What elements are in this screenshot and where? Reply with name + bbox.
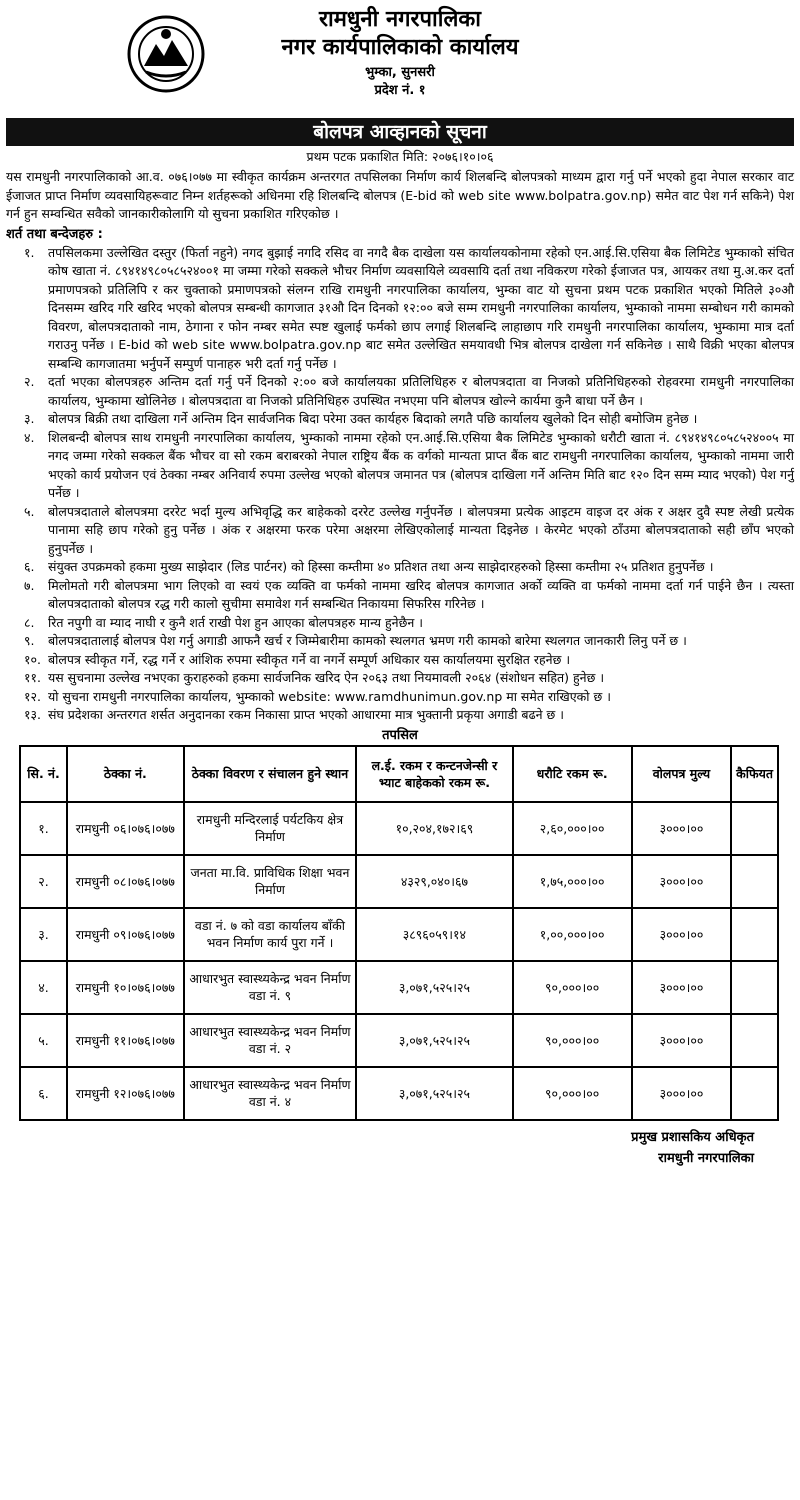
cell-contract-no: रामधुनी १२।०७६।०७७	[67, 1067, 184, 1120]
condition-number: ५.	[24, 503, 35, 519]
publication-date: प्रथम पटक प्रकाशित मिति: २०७६।१०।०६	[306, 149, 494, 164]
header-sn: सि. नं.	[20, 746, 67, 802]
cell-cost-estimate: ३,०७१,५२५।२५	[356, 961, 512, 1014]
cell-contract-no: रामधुनी १०।०७६।०७७	[67, 961, 184, 1014]
condition-text: मिलोमतो गरी बोलपत्रमा भाग लिएको वा स्वयं एक व्यक्ति वा फर्मको नाममा खरिद बोलपत्र कागजात अर्को व्यक्ति वा फर्मको नाममा दर्ता गर्न पाईने छैन । त्यस्ता बोलपत्रदाताको बोलपत्र रद्ध गरी कालो सुचीमा समावेश गर्न सम्बन्धित निकायमा सिफरिस गरिनेछ ।	[48, 577, 794, 611]
condition-number: ८.	[24, 614, 35, 630]
cell-remarks	[731, 961, 778, 1014]
table-title: तपसिल	[382, 727, 418, 743]
municipality-name: रामधुनी नगरपालिका	[319, 7, 481, 32]
condition-number: ३.	[24, 411, 35, 426]
cell-contract-no: रामधुनी ०९।०७६।०७७	[67, 908, 184, 961]
condition-item	[6, 688, 794, 707]
cell-sn: ४.	[20, 961, 67, 1014]
condition-item	[6, 706, 794, 725]
cell-sn: ३.	[20, 908, 67, 961]
condition-text: बोलपत्र स्वीकृत गर्ने, रद्ध गर्ने र आंशिक रुपमा स्वीकृत गर्ने वा नगर्ने सम्पूर्ण अधिकार यस कार्यालयमा सुरक्षित रहनेछ ।	[48, 651, 571, 667]
signature-block	[6, 1127, 794, 1169]
table-row	[20, 1014, 778, 1067]
condition-number: २.	[24, 374, 35, 389]
condition-number: ११.	[24, 670, 41, 685]
cell-bid-security: २,६०,०००।००	[513, 802, 632, 855]
cell-bid-price: ३०००।००	[632, 961, 731, 1014]
signature-office: रामधुनी नगरपालिका	[658, 1150, 754, 1166]
condition-text: यो सुचना रामधुनी नगरपालिका कार्यालय, भुम्काको website: www.ramdhunimun.gov.np मा समेत राखिएको छ ।	[48, 688, 611, 704]
emblem-icon	[124, 14, 208, 94]
header-description: ठेक्का विवरण र संचालन हुने स्थान	[184, 746, 357, 802]
conditions-title: शर्त तथा बन्देजहरु :	[6, 226, 103, 242]
table-row	[20, 961, 778, 1014]
header-bid-price: वोलपत्र मुल्य	[632, 746, 731, 802]
cell-description: जनता मा.वि. प्राविधिक शिक्षा भवन निर्माण	[184, 855, 357, 908]
tender-table	[19, 745, 779, 1121]
condition-text: शिलबन्दी बोलपत्र साथ रामधुनी नगरपालिका कार्यालय, भुम्काको नाममा रहेको एन.आई.सि.एसिया बैक लिमिटेड भुम्काको धरौटी खाता नं. ८९४१४९८०५८५२४००५ मा नगद जम्मा गरेको सक्कल बैंक भौचर वा सो रकम बराबरको नेपाल राष्ट्रिय बैंक क वर्गको मान्यता प्राप्त बैंक बाट रामधुनी नगरपालिका कार्यालय, भुम्काको नाममा जारी भएको कार्य प्रयोजन एवं ठेक्का नम्बर अनिवार्य रुपमा उल्लेख भएको बोलपत्र जमानत पत्र (बोलपत्र दाखिला गर्ने अन्तिम मिति बाट १२० दिन सम्म म्याद भएको) पेश गर्नु पर्नेछ ।	[48, 429, 794, 500]
cell-sn: ५.	[20, 1014, 67, 1067]
cell-bid-price: ३०००।००	[632, 1014, 731, 1067]
header-contract-no: ठेक्का नं.	[67, 746, 184, 802]
condition-item	[6, 373, 794, 410]
cell-remarks	[731, 855, 778, 908]
condition-text: यस सुचनामा उल्लेख नभएका कुराहरुको हकमा सार्वजनिक खरिद ऐन २०६३ तथा नियमावली २०६४ (संशोधन सहित) हुनेछ ।	[48, 670, 605, 685]
condition-number: ९.	[24, 633, 35, 648]
cell-bid-price: ३०००।००	[632, 855, 731, 908]
province: प्रदेश नं. १	[374, 83, 426, 98]
cell-description: आधारभुत स्वास्थ्यकेन्द्र भवन निर्माण वडा नं. ४	[184, 1067, 357, 1120]
cell-remarks	[731, 1067, 778, 1120]
table-row	[20, 1067, 778, 1120]
cell-contract-no: रामधुनी ०८।०७६।०७७	[67, 855, 184, 908]
cell-remarks	[731, 1014, 778, 1067]
office-address: भुम्का, सुनसरी	[365, 65, 435, 80]
condition-number: ४.	[24, 429, 35, 445]
condition-text: बोलपत्रदाताले बोलपत्रमा दररेट भर्दा मुल्य अभिवृद्धि कर बाहेकको दररेट उल्लेख गर्नुपर्नेछ । बोलपत्रमा प्रत्येक आइटम वाइज दर अंक र अक्षर दुवै स्पष्ट लेखी प्रत्येक पानामा सहि छाप गरेको हुनु पर्नेछ । अंक र अक्षरमा फरक परेमा अक्षरमा लेखिएकोलाई मान्यता दिइनेछ । केरमेट भएको ठाँउमा बोलपत्रदाताको सही छाँप भएको हुनुपर्नेछ ।	[48, 503, 794, 556]
cell-sn: १.	[20, 802, 67, 855]
condition-number: १३.	[24, 707, 41, 722]
condition-text: तपसिलकमा उल्लेखित दस्तुर (फिर्ता नहुने) नगद बुझाई नगदि रसिद वा नगदै बैक दाखेला यस कार्यालयकोनामा रहेको एन.आई.सि.एसिया बैक लिमिटेड भुम्काको संचित कोष खाता नं. ८९४१४९८०५८५२४००१ मा जम्मा गरेको सक्कले भौचर निर्माण व्यवसायिले व्यवसायि दर्ता तथा नविकरण गरेको ईजाजत पत्र, आयकर तथा मु.अ.कर दर्ता प्रमाणपत्रको प्रतिलिपि र कर चुक्ताको प्रमाणपत्रको संलग्न राखि रामधुनी नगरपालिका कार्यालय, भुम्का वाट यो सुचना प्रथम पटक प्रकाशित भएको मितिले ३०औ दिनसम्म खरिद गरि खरिद भएको बोलपत्र सम्बन्धी कागजात ३१औ दिन दिनको १२:०० बजे सम्म रामधुनी नगरपालिका कार्यालय, भुम्काको नाममा सम्बोधन गरी कामको विवरण, बोलपत्रदाताको नाम, ठेगाना र फोन नम्बर समेत स्पष्ट खुलाई फर्मको छाप लगाई शिलबन्दि लाहाछाप गरि रामधुनी नगरपालिका कार्यालय, भुम्कामा मात्र दर्ता गराउनु पर्नेछ । E-bid को web site www.bolpatra.gov.np बाट समेत उल्लेखित समयावधी भित्र बोलपत्र दाखेला गर्न सकिनेछ । साथै विक्री भएका बोलपत्र सम्बन्धि कागजातमा भर्नुपर्ने सम्पुर्ण पानाहरु भरी दर्ता गर्नु पर्नेछ ।	[48, 244, 794, 371]
cell-remarks	[731, 908, 778, 961]
condition-number: १२.	[24, 688, 41, 704]
header	[6, 6, 794, 118]
condition-number: ६.	[24, 559, 35, 574]
intro-paragraph: यस रामधुनी नगरपालिकाको आ.व. ०७६।०७७ मा स्वीकृत कार्यक्रम अन्तरगत तपसिलका निर्माण कार्य शिलबन्दि बोलपत्रको माध्यम द्वारा गर्नु पर्ने भएको हुदा नेपाल सरकार वाट ईजाजत प्राप्त निर्माण व्यवसायिहरूवाट निम्न शर्तहरूको अधिनमा रहि शिलबन्दि बोलपत्र (E-bid को web site www.bolpatra.gov.np) समेत वाट पेश गर्न सकिने) पेश गर्न हुन सम्वन्धित सवैको जानकारीकोलागि यो सुचना प्रकाशित गरिएकोछ ।	[6, 169, 794, 221]
condition-item	[6, 632, 794, 651]
cell-description: आधारभुत स्वास्थ्यकेन्द्र भवन निर्माण वडा नं. ९	[184, 961, 357, 1014]
table-row	[20, 855, 778, 908]
header-remarks: कैफियत	[731, 746, 778, 802]
header-bid-security: धरौटि रकम रू.	[513, 746, 632, 802]
cell-bid-price: ३०००।००	[632, 802, 731, 855]
table-header-row	[20, 746, 778, 802]
condition-item	[6, 614, 794, 633]
condition-item	[6, 429, 794, 503]
condition-item	[6, 244, 794, 374]
cell-sn: ६.	[20, 1067, 67, 1120]
cell-bid-security: १,७५,०००।००	[513, 855, 632, 908]
table-body	[20, 802, 778, 1120]
cell-bid-security: १,००,०००।००	[513, 908, 632, 961]
cell-bid-security: ९०,०००।००	[513, 1014, 632, 1067]
cell-cost-estimate: ३,०७१,५२५।२५	[356, 1067, 512, 1120]
cell-description: आधारभुत स्वास्थ्यकेन्द्र भवन निर्माण वडा नं. २	[184, 1014, 357, 1067]
condition-item	[6, 577, 794, 614]
notice-title: बोलपत्र आव्हानको सूचना	[6, 118, 794, 146]
cell-bid-security: ९०,०००।००	[513, 961, 632, 1014]
cell-description: रामधुनी मन्दिरलाई पर्यटकिय क्षेत्र निर्माण	[184, 802, 357, 855]
cell-cost-estimate: १०,२०४,१७२।६९	[356, 802, 512, 855]
cell-bid-security: ९०,०००।००	[513, 1067, 632, 1120]
signature-title: प्रमुख प्रशासकिय अधिकृत	[631, 1129, 754, 1145]
condition-item	[6, 669, 794, 688]
condition-number: १०.	[24, 651, 41, 667]
condition-text: संघ प्रदेशका अन्तरगत शर्सत अनुदानका रकम निकासा प्राप्त भएको आधारमा मात्र भुक्तानी प्रकृया अगाडी बढने छ ।	[48, 707, 564, 722]
cell-cost-estimate: ३८९६०५९।१४	[356, 908, 512, 961]
conditions-list	[6, 244, 794, 725]
condition-text: दर्ता भएका बोलपत्रहरु अन्तिम दर्ता गर्नु पर्ने दिनको २:०० बजे कार्यालयका प्रतिलिधिहरु र बोलपत्रदाता वा निजको प्रतिनिधिहरुको रोहवरमा रामधुनी नगरपालिका कार्यालय, भुम्कामा खोलिनेछ । बोलपत्रदाता वा निजको प्रतिनिधिहरु उपस्थित नभएमा पनि बोलपत्र खोल्ने कार्यमा कुनै बाधा पर्ने छैन ।	[48, 374, 794, 408]
table-row	[20, 802, 778, 855]
office-name: नगर कार्यपालिकाको कार्यालय	[281, 35, 519, 60]
condition-text: संयुक्त उपक्रमको हकमा मुख्य साझेदार (लिड पार्टनर) को हिस्सा कम्तीमा ४० प्रतिशत तथा अन्य साझेदारहरुको हिस्सा कम्तीमा २५ प्रतिशत हुनुपर्नेछ ।	[48, 559, 714, 574]
condition-item	[6, 651, 794, 670]
cell-contract-no: रामधुनी ११।०७६।०७७	[67, 1014, 184, 1067]
condition-text: बोलपत्र बिक्री तथा दाखिला गर्ने अन्तिम दिन सार्वजनिक बिदा परेमा उक्त कार्यहरु बिदाको लगतै पछि कार्यालय खुलेको दिन सोही बमोजिम हुनेछ ।	[48, 411, 698, 426]
cell-remarks	[731, 802, 778, 855]
condition-item	[6, 558, 794, 577]
condition-item	[6, 503, 794, 559]
cell-sn: २.	[20, 855, 67, 908]
condition-number: ७.	[24, 577, 35, 593]
cell-description: वडा नं. ७ को वडा कार्यालय बाँकी भवन निर्माण कार्य पुरा गर्ने ।	[184, 908, 357, 961]
cell-bid-price: ३०००।००	[632, 908, 731, 961]
condition-item	[6, 410, 794, 429]
cell-cost-estimate: ३,०७१,५२५।२५	[356, 1014, 512, 1067]
header-cost-estimate: ल.ई. रकम र कन्टनजेन्सी र भ्याट बाहेकको रकम रू.	[356, 746, 512, 802]
table-row	[20, 908, 778, 961]
condition-number: १.	[24, 244, 35, 260]
condition-text: रित नपुगी वा म्याद नाघी र कुनै शर्त राखी पेश हुन आएका बोलपत्रहरु मान्य हुनेछैन ।	[48, 614, 423, 630]
cell-cost-estimate: ४३२९,०४०।६७	[356, 855, 512, 908]
condition-text: बोलपत्रदातालाई बोलपत्र पेश गर्नु अगाडी आफनै खर्च र जिम्मेबारीमा कामको स्थलगत भ्रमण गरी कामको बारेमा स्थलगत जानकारी लिनु पर्ने छ ।	[48, 633, 687, 648]
cell-contract-no: रामधुनी ०६।०७६।०७७	[67, 802, 184, 855]
cell-bid-price: ३०००।००	[632, 1067, 731, 1120]
